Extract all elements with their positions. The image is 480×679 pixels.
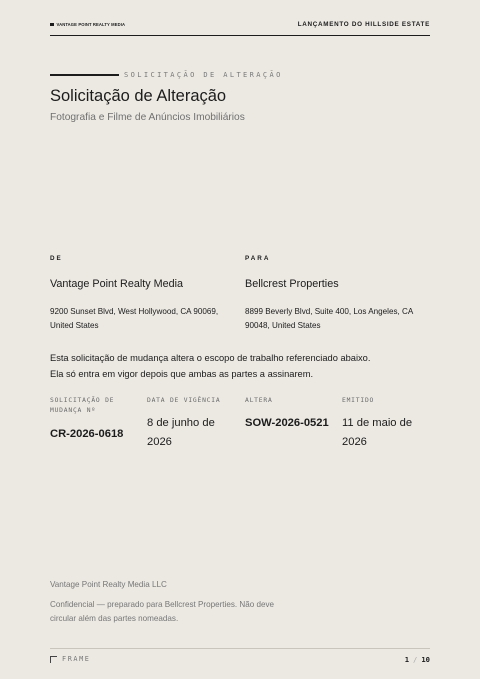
meta-amends (245, 396, 335, 433)
eyebrow (50, 71, 283, 79)
page-header (50, 14, 430, 36)
square-logo-icon (50, 23, 54, 27)
page-separator: / (413, 655, 418, 664)
meta-value: SOW-2026-0521 (245, 417, 329, 429)
meta-effective-date (147, 396, 237, 452)
meta-change-request-number (50, 396, 140, 444)
frame-corner-icon (50, 656, 57, 663)
page-indicator (405, 655, 430, 664)
meta-value: 11 de maio de 2026 (342, 417, 413, 448)
intro-line: Esta solicitação de mudança altera o escopo de trabalho referenciado abaixo. (50, 353, 371, 363)
footer-divider (50, 648, 430, 649)
to-party (245, 255, 430, 332)
frame-label: FRAME (62, 655, 91, 663)
from-address: 9200 Sunset Blvd, West Hollywood, CA 90069, United States (50, 307, 219, 330)
page-current: 1 (404, 655, 410, 664)
footer-company: Vantage Point Realty Media LLC (50, 580, 167, 589)
meta-value: 8 de junho de 2026 (147, 417, 215, 448)
meta-label: EMITIDO (342, 397, 375, 404)
from-name: Vantage Point Realty Media (50, 278, 184, 290)
from-label: DE (50, 255, 63, 262)
eyebrow-text: SOLICITAÇÃO DE ALTERAÇÃO (124, 71, 283, 79)
page-title: Solicitação de Alteração (50, 87, 227, 105)
intro-paragraph (50, 351, 430, 382)
meta-value: CR-2026-0618 (50, 428, 124, 440)
to-name: Bellcrest Properties (245, 278, 339, 290)
page-subtitle: Fotografia e Filme de Anúncios Imobiliários (50, 112, 245, 123)
brand (50, 22, 125, 27)
to-address: 8899 Beverly Blvd, Suite 400, Los Angeles, CA 90048, United States (245, 307, 413, 330)
from-party (50, 255, 235, 332)
eyebrow-rule (50, 74, 119, 75)
project-name: LANÇAMENTO DO HILLSIDE ESTATE (297, 21, 430, 28)
to-label: PARA (245, 255, 271, 262)
confidentiality-notice: Confidencial — preparado para Bellcrest Properties. Não deve circular além das partes nomeadas. (50, 600, 275, 623)
meta-label: SOLICITAÇÃO DE MUDANÇA Nº (50, 397, 115, 414)
meta-label: DATA DE VIGÊNCIA (147, 397, 221, 404)
meta-label: ALTERA (245, 397, 273, 404)
intro-line: Ela só entra em vigor depois que ambas as partes a assinarem. (50, 368, 314, 379)
page-total: 10 (421, 655, 430, 664)
brand-name: VANTAGE POINT REALTY MEDIA (56, 22, 126, 27)
footer-frame (50, 655, 90, 663)
meta-issued (342, 396, 432, 452)
